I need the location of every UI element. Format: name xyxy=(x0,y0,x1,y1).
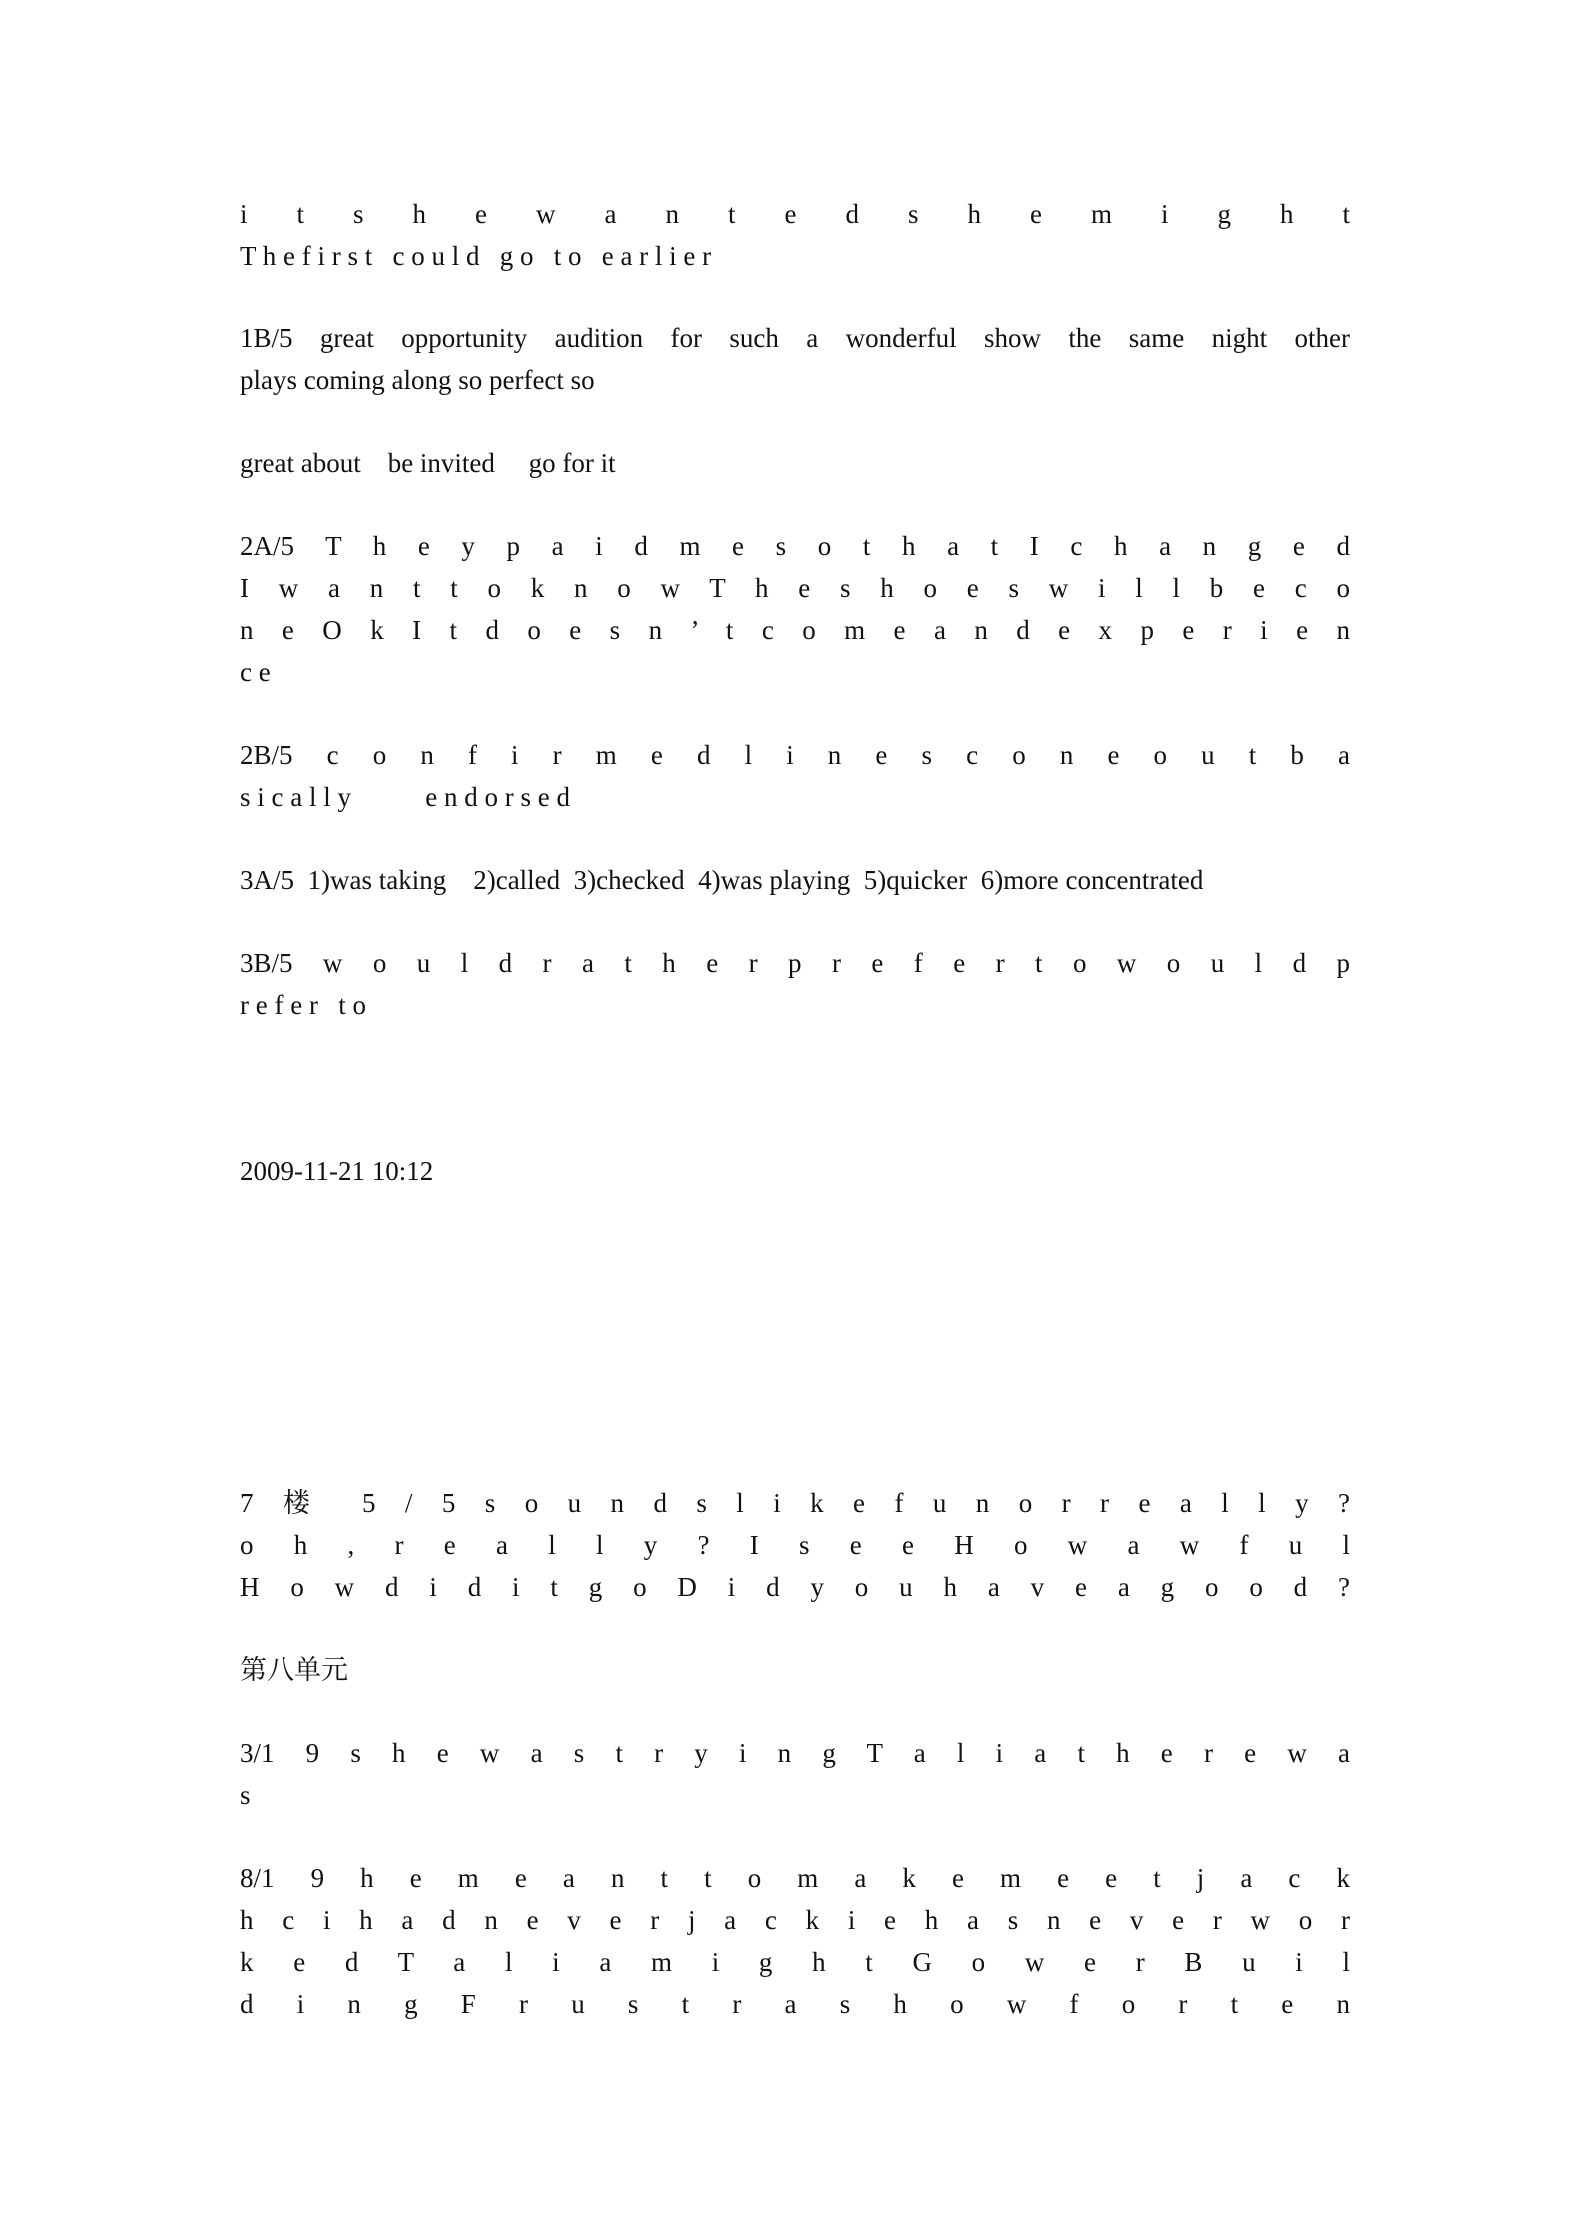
text-line-14: r e f e r t o xyxy=(240,990,366,1020)
text-line-22: k e d T a l i a m i g h t G o w e r B u i l xyxy=(240,1947,1350,1977)
text-line-20: 8/1 9 h e m e a n t t o m a k e m e e t j a c k xyxy=(240,1863,1350,1893)
text-line-17: H o w d i d i t g o D i d y o u h a v e a g o o d ? xyxy=(240,1572,1350,1602)
text-line-8: n e O k I t d o e s n ’ t c o m e a n d e x p e r i e n xyxy=(240,615,1350,645)
text-line-23: d i n g F r u s t r a s h o w f o r t e n xyxy=(240,1989,1350,2019)
text-line-6: 2A/5 T h e y p a i d m e s o t h a t I c h a n g e d xyxy=(240,531,1350,561)
text-line-7: I w a n t t o k n o w T h e s h o e s w i l l b e c o xyxy=(240,573,1350,603)
text-line-9: c e xyxy=(240,657,271,687)
text-line-13: 3B/5 w o u l d r a t h e r p r e f e r t o w o u l d p xyxy=(240,948,1350,978)
text-line-4: plays coming along so perfect so xyxy=(240,365,595,395)
text-line-15: 7 楼 5 / 5 s o u n d s l i k e f u n o r r e a l l y ? xyxy=(240,1488,1350,1518)
text-line-19: s xyxy=(240,1780,251,1810)
text-line-21: h c i h a d n e v e r j a c k i e h a s n e v e r w o r xyxy=(240,1905,1350,1935)
text-line-2: T h e f i r s t c o u l d g o t o e a r l i e r xyxy=(240,241,712,271)
text-line-12: 3A/5 1)was taking 2)called 3)checked 4)was playing 5)quicker 6)more concentrated xyxy=(240,865,1204,895)
text-line-1: i t s h e w a n t e d s h e m i g h t xyxy=(240,199,1350,229)
text-line-18: 3/1 9 s h e w a s t r y i n g T a l i a t h e r e w a xyxy=(240,1738,1350,1768)
text-line-10: 2B/5 c o n f i r m e d l i n e s c o n e o u t b a xyxy=(240,740,1350,770)
timestamp: 2009-11-21 10:12 xyxy=(240,1156,434,1186)
section-heading: 第八单元 xyxy=(240,1655,348,1685)
text-line-5: great about be invited go for it xyxy=(240,448,616,478)
text-line-11: s i c a l l y e n d o r s e d xyxy=(240,782,570,812)
text-line-3: 1B/5 great opportunity audition for such a wonderful show the same night other xyxy=(240,323,1350,353)
text-line-16: o h , r e a l l y ? I s e e H o w a w f u l xyxy=(240,1530,1350,1560)
